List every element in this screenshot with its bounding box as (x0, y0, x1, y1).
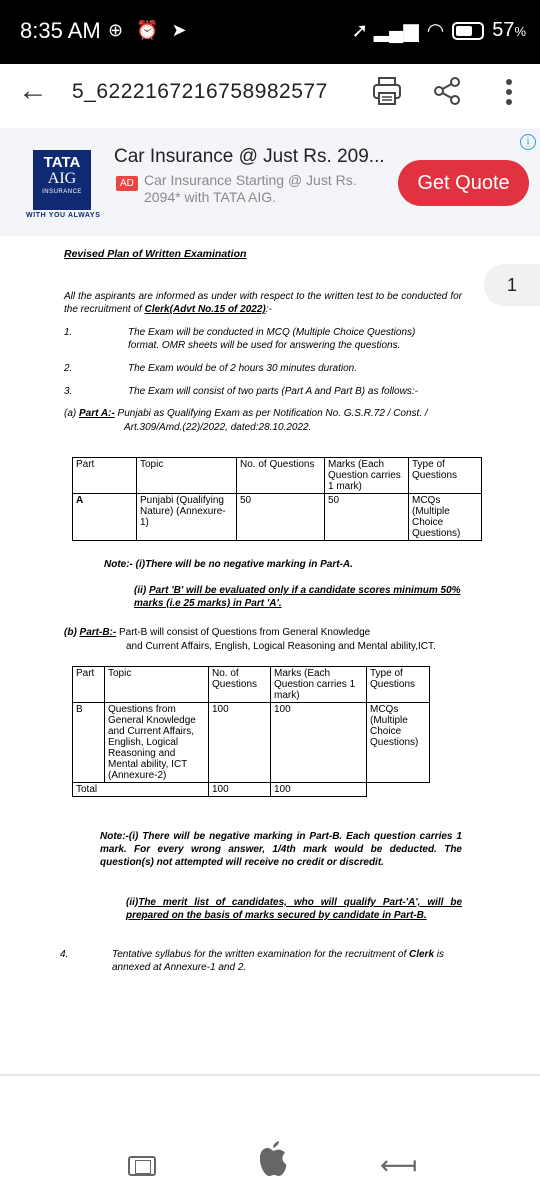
table-row (73, 783, 430, 797)
table-cell: 100 (271, 703, 367, 783)
table-cell: Total (73, 783, 209, 797)
table-header-row (73, 458, 482, 494)
print-icon[interactable] (370, 74, 404, 108)
get-quote-button[interactable]: Get Quote (398, 160, 529, 206)
more-vert-icon[interactable] (500, 74, 518, 110)
part-b-line-2: and Current Affairs, English, Logical Reasoning and Mental ability,ICT. (126, 641, 436, 652)
table-header-cell: Marks (Each Question carries 1 mark) (325, 458, 409, 494)
table-cell: Punjabi (Qualifying Nature) (Annexure-1) (137, 494, 237, 541)
table-row (73, 494, 482, 541)
ad-info-icon[interactable]: i (520, 134, 536, 150)
signal-icon: ➚ ▂▄▆ (351, 20, 419, 42)
ad-headline[interactable]: Car Insurance @ Just Rs. 209... (114, 146, 385, 167)
table-header-cell: Part (73, 667, 105, 703)
table-cell: 100 (209, 783, 271, 797)
table-cell: MCQs (Multiple Choice Questions) (367, 703, 430, 783)
page-divider (0, 1074, 540, 1076)
table-header-cell: Part (73, 458, 137, 494)
part-a-line-2: Art.309/Amd.(22)/2022, dated:28.10.2022. (124, 422, 312, 433)
table-header-cell: Type of Questions (367, 667, 430, 703)
item-2-text: The Exam would be of 2 hours 30 minutes duration. (128, 363, 358, 374)
table-header-cell: Topic (105, 667, 209, 703)
status-time: 8:35 AM (20, 18, 101, 43)
table-header-row (73, 667, 430, 703)
share-icon[interactable] (430, 74, 464, 108)
item-4-text: Tentative syllabus for the written examination for the recruitment of Clerk is annexed at Annexure-1 and 2. (112, 949, 445, 973)
home-icon[interactable] (255, 1140, 289, 1180)
tata-aig-logo: TATA AIG INSURANCE (33, 150, 91, 210)
table-cell: 50 (237, 494, 325, 541)
note-a-2: (ii) Part 'B' will be evaluated only if a candidate scores minimum 50% marks (i.e 25 marks) in Part 'A'. (134, 585, 461, 609)
part-a-table (72, 457, 482, 541)
ad-tagline: WITH YOU ALWAYS (26, 212, 101, 219)
nav-back-icon[interactable]: ⟻ (380, 1150, 418, 1180)
table-header-cell: Marks (Each Question carries 1 mark) (271, 667, 367, 703)
table-header-cell: Type of Questions (409, 458, 482, 494)
table-header-cell: Topic (137, 458, 237, 494)
item-3-number: 3. (64, 386, 73, 397)
part-a-line: (a) Part A:- Punjabi as Qualifying Exam as per Notification No. G.S.R.72 / Const. / (64, 408, 428, 419)
note-b-2: (ii)The merit list of candidates, who will qualify Part-'A', will be prepared on the basis of marks secured by candidate in Part-B. (126, 897, 462, 921)
table-header-cell: No. of Questions (209, 667, 271, 703)
table-header-cell: No. of Questions (237, 458, 325, 494)
item-3-text: The Exam will consist of two parts (Part A and Part B) as follows:- (128, 386, 418, 397)
doc-heading: Revised Plan of Written Examination (64, 248, 247, 260)
battery-icon (452, 22, 484, 40)
status-right (351, 18, 526, 43)
table-cell: Questions from General Knowledge and Current Affairs, English, Logical Reasoning and Mental ability, ICT (Annexure-2) (105, 703, 209, 783)
table-cell: 100 (209, 703, 271, 783)
ad-badge: AD (116, 176, 138, 191)
notification-icons: ⊕ ⏰ ➤ (108, 20, 191, 40)
table-cell: B (73, 703, 105, 783)
item-2-number: 2. (64, 363, 73, 374)
table-cell: 50 (325, 494, 409, 541)
intro-paragraph: All the aspirants are informed as under with respect to the written test to be conducted for the recruitment of Clerk(Advt No.15 of 2022):- (64, 291, 462, 315)
ad-subtext[interactable]: Car Insurance Starting @ Just Rs. 2094* with TATA AIG. (144, 172, 357, 205)
back-arrow-icon[interactable]: ← (18, 74, 48, 107)
battery-level: 57% (492, 19, 526, 41)
item-1-text: The Exam will be conducted in MCQ (Multiple Choice Questions) format. OMR sheets will be used for answering the questions. (128, 327, 416, 351)
status-bar (0, 0, 540, 64)
note-b-1: Note:-(i) There will be negative marking in Part-B. Each question carries 1 mark. For every wrong answer, 1/4th mark would be deducted. The question(s) not attempted will receive no credit or discredit. (100, 831, 462, 868)
table-cell: 100 (271, 783, 367, 797)
part-b-line: (b) Part-B:- Part-B will consist of Questions from General Knowledge (64, 627, 371, 638)
part-b-table (72, 666, 430, 797)
document-title: 5_6222167216758982577 (72, 80, 328, 103)
table-row (73, 703, 430, 783)
note-a-1: Note:- (i)There will be no negative marking in Part-A. (104, 559, 353, 570)
wifi-icon: ◠ (426, 20, 445, 42)
table-cell: MCQs (Multiple Choice Questions) (409, 494, 482, 541)
table-cell (367, 783, 430, 797)
page-number-indicator: 1 (484, 264, 540, 306)
item-1-number: 1. (64, 327, 73, 338)
item-4-number: 4. (60, 949, 69, 960)
app-toolbar (0, 64, 540, 120)
table-cell: A (73, 494, 137, 541)
recent-apps-icon[interactable] (128, 1156, 156, 1176)
